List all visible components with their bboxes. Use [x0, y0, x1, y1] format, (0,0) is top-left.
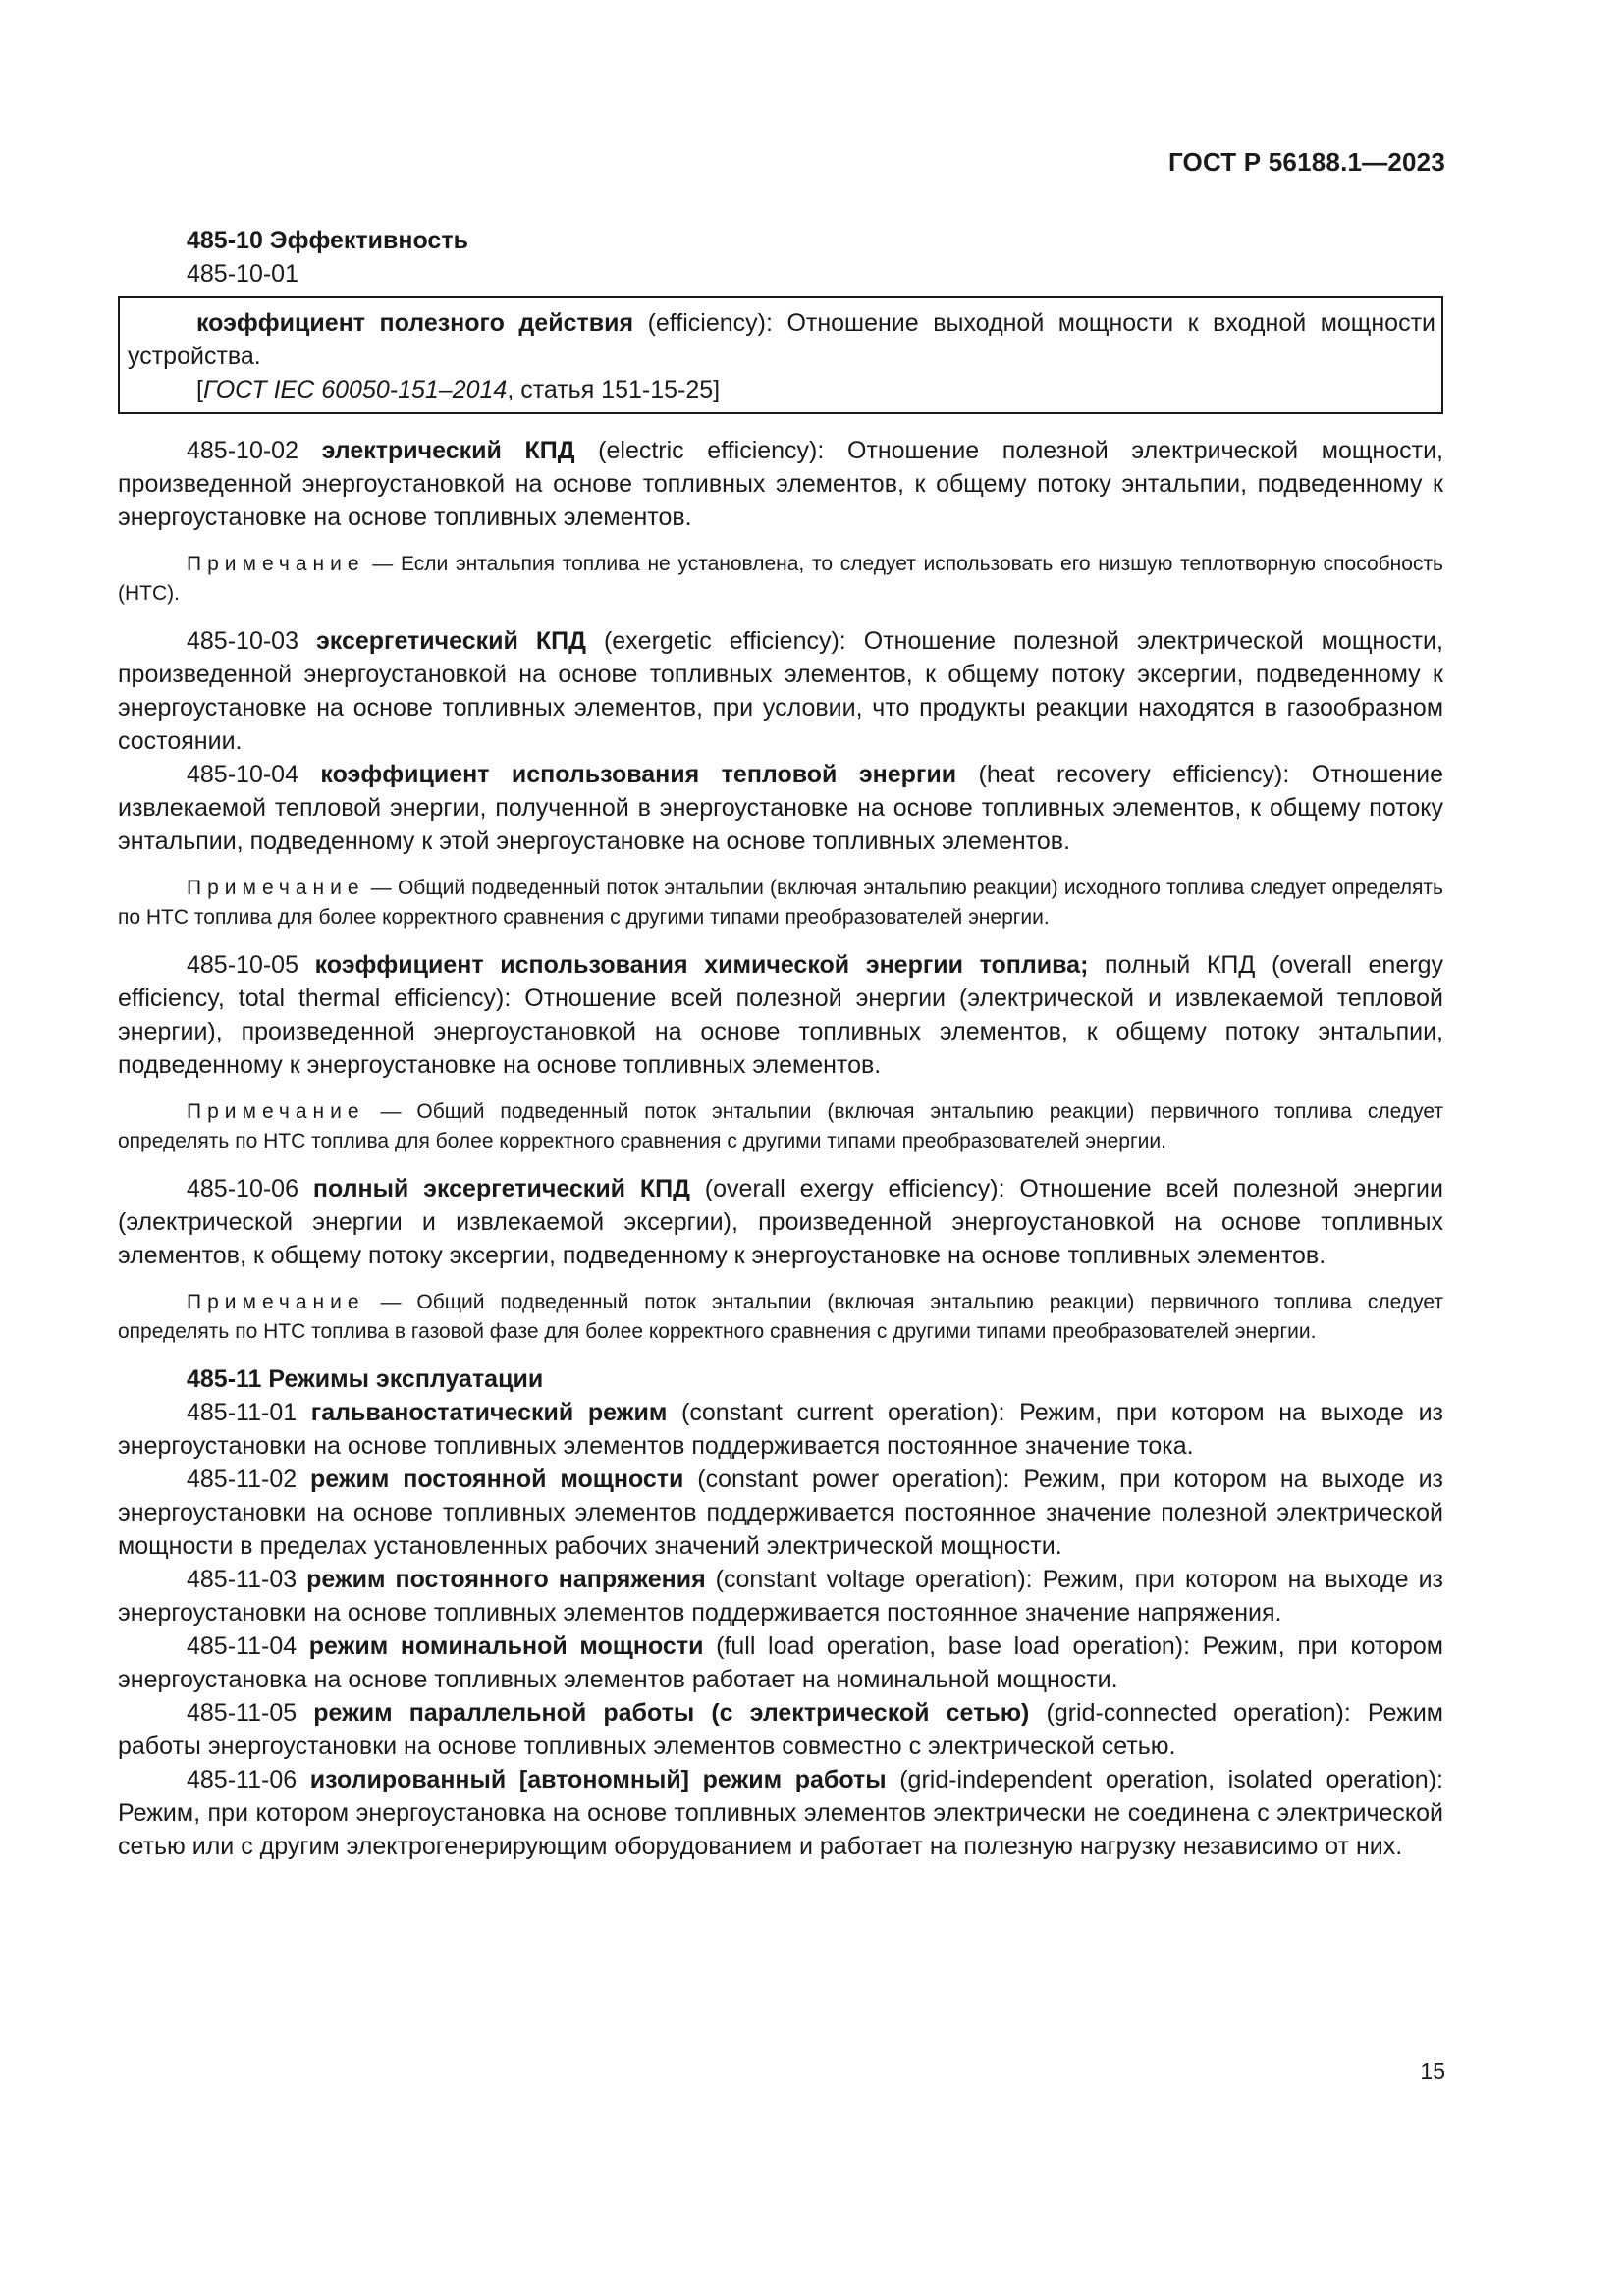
term-485-10-02 — [118, 434, 1443, 534]
ref-document: ГОСТ IEC 60050-151–2014 — [202, 376, 508, 403]
term: режим постоянного напряжения — [306, 1566, 706, 1593]
definition-text: (constant power operation): Режим, при котором на выходе из энергоустановки на основе топливных элементов поддерживается постоянное значение полезной электрической мощности в пределах установленных рабочих значений электрической мощности. — [118, 1466, 1443, 1560]
note-label: Примечание — [187, 1291, 365, 1313]
ref-article: , статья 151-15-25] — [507, 376, 721, 403]
term-485-11-06 — [118, 1763, 1443, 1863]
term: коэффициент использования химической энергии топлива; — [314, 951, 1089, 979]
term: коэффициент полезного действия — [196, 309, 634, 337]
page-content — [118, 224, 1443, 1863]
term-number: 485-11-06 — [187, 1766, 310, 1793]
definition-text: (exergetic efficiency): Отношение полезной электрической мощности, произведенной энергоустановкой на основе топливных элементов, к общему потоку эксергии, подведенному к энергоустановке на основе топливных элементов, при условии, что продукты реакции находятся в газообразном состоянии. — [118, 627, 1443, 755]
term-number: 485-11-05 — [187, 1699, 314, 1727]
boxed-definition — [118, 296, 1443, 414]
term-number: 485-10-02 — [187, 437, 322, 464]
term: гальваностатический режим — [310, 1399, 668, 1426]
note-label: Примечание — [187, 1100, 365, 1123]
term: электрический КПД — [321, 437, 575, 464]
definition-text: (electric efficiency): Отношение полезной электрической мощности, произведенной энергоустановкой на основе топливных элементов, к общему потоку энтальпии, подведенному к энергоустановке на основе топливных элементов. — [118, 437, 1443, 531]
page-number: 15 — [1420, 2058, 1445, 2084]
note-text: — Общий подведенный поток энтальпии (включая энтальпию реакции) первичного топлива следует определять по НТС топлива для более корректного сравнения с другими типами преобразователей энергии. — [118, 1100, 1443, 1152]
term-number: 485-10-06 — [187, 1175, 313, 1202]
note-text: — Общий подведенный поток энтальпии (включая энтальпию реакции) исходного топлива следует определять по НТС топлива для более корректного сравнения с другими типами преобразователей энергии. — [118, 877, 1443, 929]
term-485-11-05 — [118, 1696, 1443, 1763]
definition-text: (grid-independent operation, isolated operation): Режим, при котором энергоустановка на основе топливных элементов электрически не соединена с электрической сетью или с другим электрогенерирующим оборудованием и работает на полезную нагрузку независимо от них. — [118, 1766, 1443, 1860]
term-number: 485-10-04 — [187, 761, 321, 788]
term-number: 485-11-01 — [187, 1399, 311, 1426]
section-title-485-11: 485-11 Режимы эксплуатации — [187, 1365, 544, 1393]
note-text: — Если энтальпия топлива не установлена, то следует использовать его низшую теплотворную способность (НТС). — [118, 553, 1443, 605]
definition-text: (grid-connected operation): Режим работы энергоустановки на основе топливных элементов совместно с электрической сетью. — [118, 1699, 1443, 1760]
definition-text: (heat recovery efficiency): Отношение извлекаемой тепловой энергии, полученной в энергоустановке на основе топливных элементов, к общему потоку энтальпии, подведенному к этой энергоустановке на основе топливных элементов. — [118, 761, 1443, 855]
term-number: 485-11-02 — [187, 1466, 310, 1493]
term: изолированный [автономный] режим работы — [309, 1766, 887, 1793]
section-title-485-10: 485-10 Эффективность — [187, 227, 468, 254]
term-number-485-10-01: 485-10-01 — [187, 260, 298, 288]
term: коэффициент использования тепловой энергии — [320, 761, 957, 788]
note-label: Примечание — [187, 553, 365, 575]
definition-text: (constant current operation): Режим, при котором на выходе из энергоустановки на основе топливных элементов поддерживается постоянное значение тока. — [118, 1399, 1443, 1460]
note — [118, 550, 1443, 609]
term: режим постоянной мощности — [309, 1466, 684, 1493]
definition-text: (full load operation, base load operation): Режим, при котором энергоустановка на основе топливных элементов работает на номинальной мощности. — [118, 1632, 1443, 1693]
term-485-10-05 — [118, 948, 1443, 1082]
definition-text: (constant voltage operation): Режим, при котором на выходе из энергоустановки на основе топливных элементов поддерживается постоянное значение напряжения. — [118, 1566, 1443, 1627]
note — [118, 874, 1443, 933]
definition-485-10-01 — [128, 306, 1435, 373]
term-number: 485-11-04 — [187, 1632, 309, 1660]
note-text: — Общий подведенный поток энтальпии (включая энтальпию реакции) первичного топлива следует определять по НТС топлива в газовой фазе для более корректного сравнения с другими типами преобразователей энергии. — [118, 1291, 1443, 1343]
term-number: 485-10-03 — [187, 627, 316, 655]
reference — [128, 373, 1435, 406]
term-485-10-06 — [118, 1172, 1443, 1272]
term: эксергетический КПД — [315, 627, 586, 655]
term-485-11-03 — [118, 1563, 1443, 1629]
term-number: 485-10-05 — [187, 951, 315, 979]
definition-text: (overall exergy efficiency): Отношение всей полезной энергии (электрической энергии и извлекаемой эксергии), произведенной энергоустановкой на основе топливных элементов, к общему потоку эксергии, подведенному к энергоустановке на основе топливных элементов. — [118, 1175, 1443, 1269]
term: режим параллельной работы (с электрической сетью) — [313, 1699, 1030, 1727]
term-485-11-04 — [118, 1629, 1443, 1696]
term-485-10-03 — [118, 624, 1443, 758]
term-number: 485-11-03 — [187, 1566, 307, 1593]
note — [118, 1288, 1443, 1347]
definition-text: полный КПД (overall energy efficiency, total thermal efficiency): Отношение всей полезной энергии (электрической и извлекаемой тепловой энергии), произведенной энергоустановкой на основе топливных элементов, к общему потоку энтальпии, подведенному к энергоустановке на основе топливных элементов. — [118, 951, 1443, 1079]
term: режим номинальной мощности — [308, 1632, 704, 1660]
term-485-11-01 — [118, 1396, 1443, 1463]
term-485-10-04 — [118, 758, 1443, 858]
ref-bracket: [ — [196, 376, 203, 403]
note — [118, 1097, 1443, 1156]
term: полный эксергетический КПД — [312, 1175, 690, 1202]
definition-text: (efficiency): Отношение выходной мощности к входной мощности устройства. — [128, 309, 1435, 370]
document-code: ГОСТ Р 56188.1—2023 — [1167, 147, 1445, 177]
note-label: Примечание — [187, 877, 365, 899]
term-485-11-02 — [118, 1463, 1443, 1563]
